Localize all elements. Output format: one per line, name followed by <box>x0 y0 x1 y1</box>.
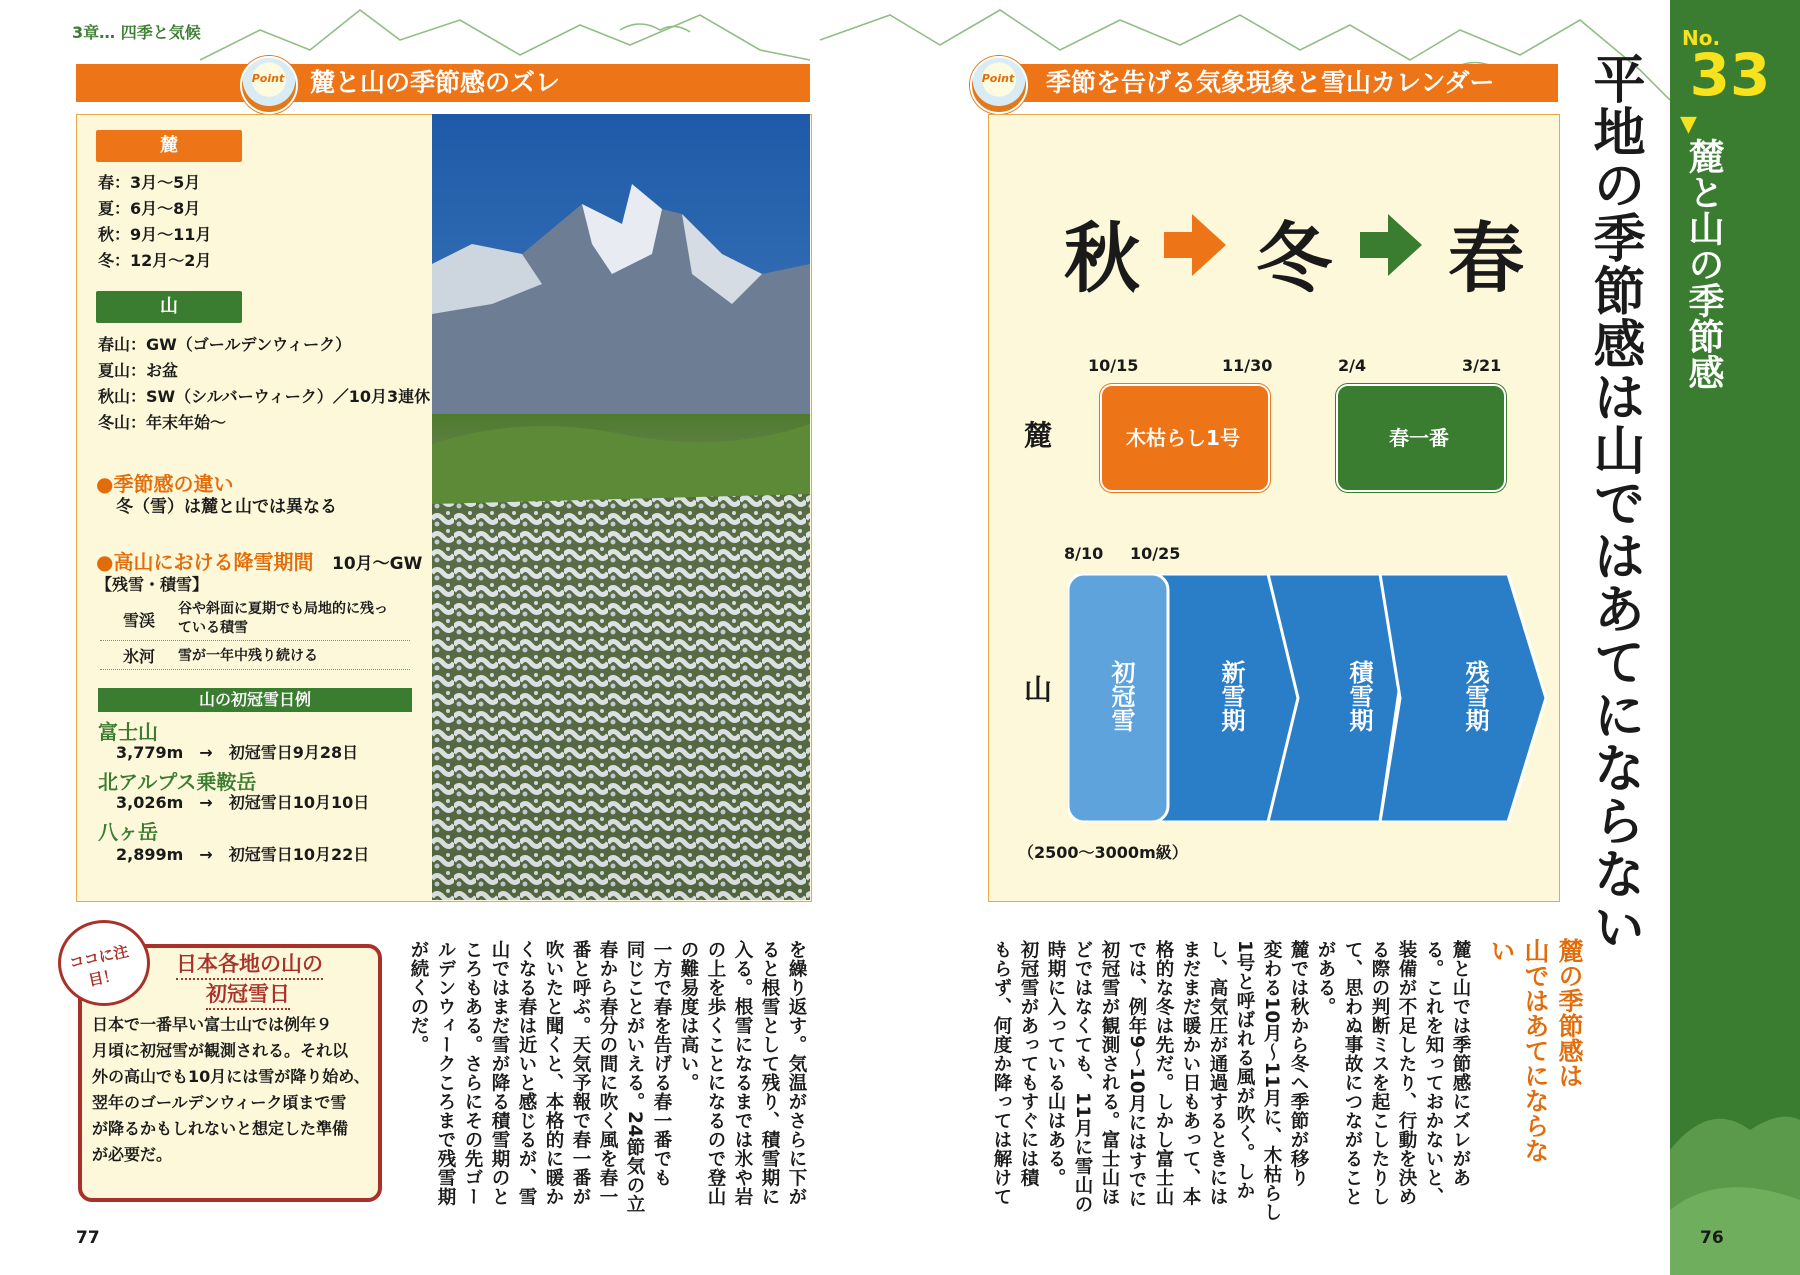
article-line: て、思わぬ事故につながること <box>1342 940 1363 1206</box>
snow-term-desc-line: ている積雪 <box>178 620 248 636</box>
elevation-note: （2500～3000m級） <box>1018 843 1188 862</box>
point-badge-icon <box>240 56 298 114</box>
note-title-line: 日本各地の山の <box>176 948 323 980</box>
article-line: くなる春は近いと感じるが、雪 <box>516 940 537 1206</box>
calendar-date: 2/4 <box>1338 356 1367 375</box>
phase-label: 初冠雪 <box>1107 660 1135 732</box>
side-tab-title: 麓と山の季節感 <box>1683 138 1724 390</box>
article-line: 山ではまだ雪が降る積雪期のと <box>489 940 510 1206</box>
mountain-season-item: 夏山：お盆 <box>98 361 179 380</box>
season-difference-text: 冬（雪）は麓と山では異なる <box>116 497 337 517</box>
article-line: 春から春分の間に吹く風を春一 <box>597 940 618 1206</box>
foot-season-item: 春：3月～5月 <box>98 173 201 192</box>
note-line: 月頃に初冠雪が観測される。それ以 <box>92 1041 349 1060</box>
article-line: 格的な冬は先だ。しかし富士山 <box>1153 940 1174 1206</box>
snow-term: 雪渓 <box>122 610 155 630</box>
first-snow-detail: 2,899m → 初冠雪日10月22日 <box>116 845 370 864</box>
article-line: ころもある。さらにその先ゴー <box>462 940 483 1206</box>
first-snow-mountain: 八ヶ岳 <box>98 820 158 844</box>
note-line: が必要だ。 <box>92 1145 173 1164</box>
article-line: もらず、何度か降っては解けて <box>991 940 1012 1206</box>
article-line: がある。 <box>1315 940 1336 1016</box>
article-line: る際の判断ミスを起こしたりし <box>1369 940 1390 1206</box>
calendar-date: 10/25 <box>1130 544 1181 563</box>
article-line: では、例年9～10月にはすでに <box>1126 940 1147 1209</box>
mountain-season-list <box>98 332 430 436</box>
snow-term-desc: 雪が一年中残り続ける <box>178 648 318 664</box>
season-difference-heading: ●季節感の違い <box>96 472 234 496</box>
foot-season-item: 夏：6月～8月 <box>98 199 201 218</box>
article-line: 麓と山では季節感にズレがあ <box>1450 940 1471 1187</box>
right-section-title: 季節を告げる気象現象と雪山カレンダー <box>1046 68 1495 97</box>
article-line: が続くのだ。 <box>408 940 429 1054</box>
calendar-date: 3/21 <box>1462 356 1502 375</box>
article-line: どではなくても、11月に雪山の <box>1072 940 1093 1214</box>
article-text-column-right <box>988 940 1474 1240</box>
calendar-date: 10/15 <box>1088 356 1139 375</box>
note-line: が降るかもしれないと想定した準備 <box>92 1119 349 1138</box>
article-line: 同じことがいえる。24節気の立 <box>624 940 645 1214</box>
note-title-line: 初冠雪日 <box>206 978 290 1010</box>
article-line: 吹いたと聞くと、本格的に暖か <box>543 940 564 1206</box>
snow-bracket-label: 【残雪・積雪】 <box>96 575 209 594</box>
attention-badge-label: ココに注目！ <box>67 942 131 990</box>
page-number-right: 76 <box>1700 1228 1724 1248</box>
article-line: 入る。根雪になるまでは氷や岩 <box>732 940 753 1206</box>
side-tab-marker: ▼ <box>1680 112 1697 137</box>
mountain-tag: 山 <box>96 291 242 323</box>
season-label-spring: 春 <box>1448 214 1524 303</box>
orange-arrow-icon <box>1164 214 1226 276</box>
foot-season-list <box>98 170 211 274</box>
foot-tag: 麓 <box>96 130 242 162</box>
article-line: る。これを知っておかないと、 <box>1423 940 1444 1206</box>
article-line: の難易度は高い。 <box>678 940 699 1092</box>
article-line: し、高気圧が通過するときには <box>1207 940 1228 1206</box>
article-heading-line: 山ではあてにならない <box>1487 938 1550 1163</box>
main-title: 平地の季節感は山ではあてにならない <box>1584 52 1644 953</box>
green-arrow-icon <box>1360 214 1422 276</box>
snowy-mountain-photo <box>432 114 810 900</box>
side-tab-no-label: No. <box>1682 26 1721 50</box>
snow-period-value: 10月～GW <box>332 554 423 574</box>
point-badge-label: Point <box>981 72 1015 85</box>
note-line: 日本で一番早い富士山では例年９ <box>92 1015 333 1034</box>
article-line: 初冠雪があってもすぐには積 <box>1018 940 1039 1187</box>
foot-season-item: 秋：9月～11月 <box>98 225 212 244</box>
article-line: 時期に入っている山はある。 <box>1045 940 1066 1187</box>
first-snow-detail: 3,026m → 初冠雪日10月10日 <box>116 793 370 812</box>
article-line: 番と呼ぶ。天気予報で春一番が <box>570 940 591 1206</box>
phase-label: 新雪期 <box>1217 660 1245 732</box>
season-label-winter: 冬 <box>1256 214 1332 303</box>
table-row <box>100 641 410 670</box>
left-section-title: 麓と山の季節感のズレ <box>310 68 561 97</box>
snow-term-table <box>100 598 410 670</box>
article-line: 1号と呼ばれる風が吹く。しか <box>1234 940 1255 1201</box>
point-badge-icon <box>970 56 1028 114</box>
page-number-left: 77 <box>76 1228 100 1248</box>
article-line: の上を歩くことになるので登山 <box>705 940 726 1206</box>
snow-term-desc-line: 谷や斜面に夏期でも局地的に残っ <box>178 601 388 617</box>
article-line: 麓では秋から冬へ季節が移り <box>1288 940 1309 1187</box>
snow-term-desc <box>178 600 388 638</box>
mountain-season-item: 春山：GW（ゴールデンウィーク） <box>98 335 352 354</box>
point-badge-label: Point <box>251 72 285 85</box>
snow-period-heading: ●高山における降雪期間 <box>96 550 314 574</box>
article-heading-line: 麓の季節感は <box>1555 938 1584 1088</box>
side-tab-number: 33 <box>1689 41 1771 109</box>
note-body <box>92 1012 370 1168</box>
phase-label: 積雪期 <box>1345 660 1373 732</box>
haru-ichiban-label: 春一番 <box>1389 426 1449 450</box>
first-snow-mountain: 富士山 <box>98 720 158 744</box>
article-line: 装備が不足したり、行動を決め <box>1396 940 1417 1206</box>
article-line: ると根雪として残り、積雪期に <box>759 940 780 1206</box>
calendar-date: 8/10 <box>1064 544 1104 563</box>
chapter-label: 3章… 四季と気候 <box>72 23 201 42</box>
phase-label: 残雪期 <box>1461 660 1489 732</box>
first-snow-mountain: 北アルプス乗鞍岳 <box>98 770 257 794</box>
article-line: 初冠雪が観測される。富士山ほ <box>1099 940 1120 1206</box>
article-line: ルデンウィークころまで残雪期 <box>435 940 456 1206</box>
article-text-column-left <box>404 940 810 1240</box>
foot-row-label: 麓 <box>1024 419 1053 452</box>
article-line: まだまだ暖かい日もあって、本 <box>1180 940 1201 1206</box>
foot-season-item: 冬：12月～2月 <box>98 251 212 270</box>
season-label-autumn: 秋 <box>1064 214 1140 303</box>
mountain-season-item: 冬山：年末年始～ <box>98 413 227 432</box>
note-line: 翌年のゴールデンウィーク頃まで雪 <box>92 1093 347 1112</box>
table-row <box>100 598 410 641</box>
first-snow-heading: 山の初冠雪日例 <box>198 690 311 709</box>
article-heading <box>1484 938 1586 1168</box>
calendar-date: 11/30 <box>1222 356 1273 375</box>
first-snow-detail: 3,779m → 初冠雪日9月28日 <box>116 743 359 762</box>
note-line: 外の高山でも10月には雪が降り始め、 <box>92 1067 370 1086</box>
kogarashi-label: 木枯らし1号 <box>1126 426 1240 450</box>
article-line: 一方で春を告げる春一番でも <box>651 940 672 1187</box>
mountain-row-label: 山 <box>1024 673 1053 706</box>
article-line: を繰り返す。気温がさらに下が <box>786 940 807 1206</box>
article-line: 変わる10月～11月に、木枯らし <box>1261 940 1282 1222</box>
snow-term: 氷河 <box>122 646 155 666</box>
side-tab-hills-decoration <box>1670 1060 1800 1275</box>
mountain-season-item: 秋山：SW（シルバーウィーク）／10月3連休 <box>98 387 431 406</box>
